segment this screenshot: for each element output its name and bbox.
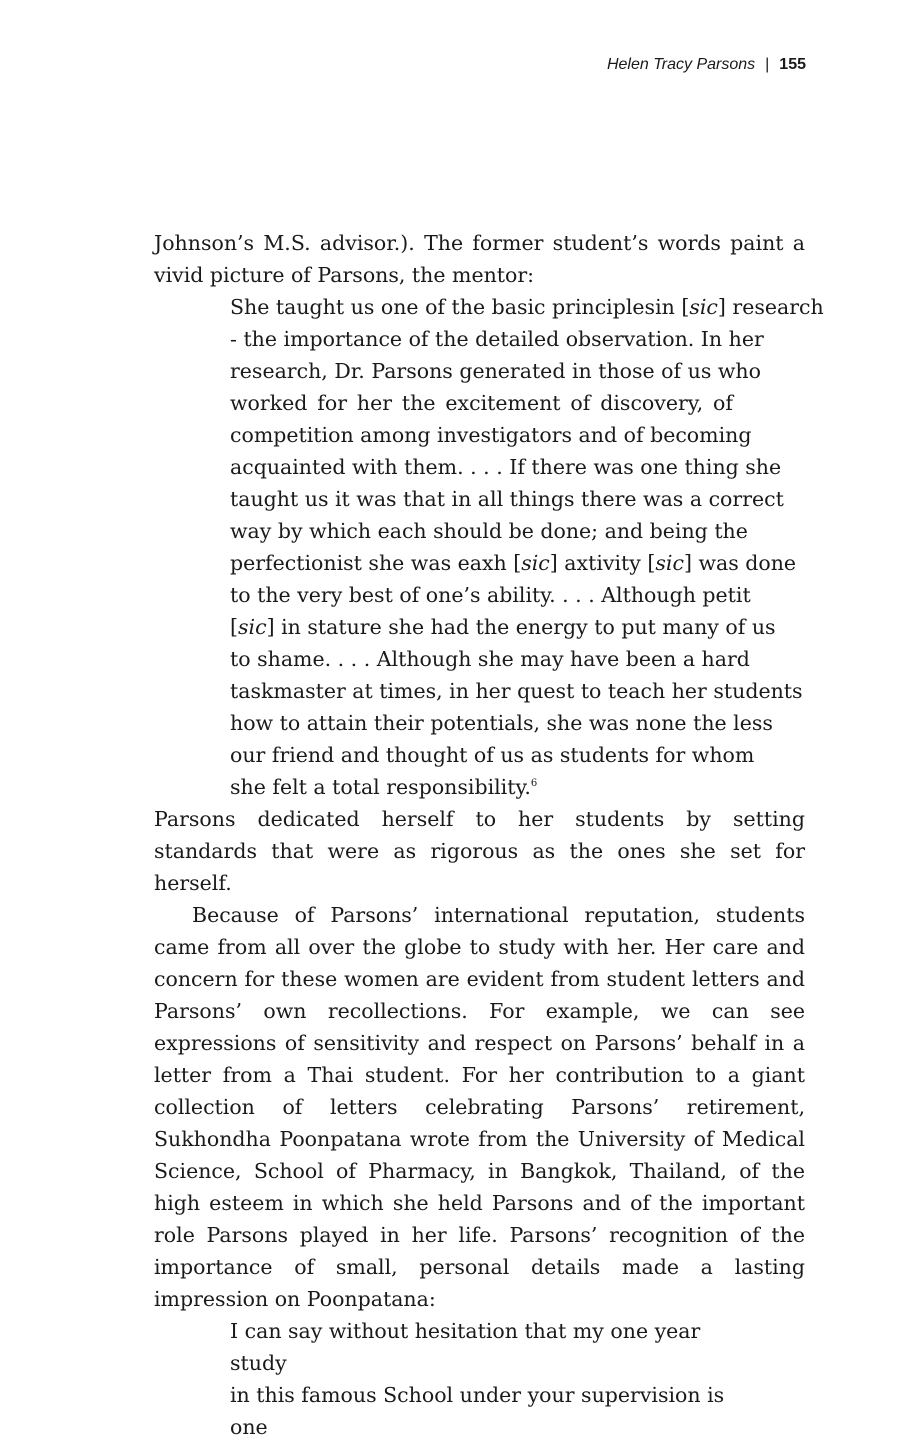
quote-line: research, Dr. Parsons generated in those of us who	[230, 359, 761, 383]
quote-line: competition among investigators and of becoming	[230, 423, 752, 447]
quote-line: how to attain their potentials, she was none the less	[230, 711, 773, 735]
paragraph-intro: Johnson’s M.S. advisor.). The former student’s words paint a vivid picture of Parsons, the mentor:	[154, 231, 805, 287]
quote-line: in this famous School under your supervision is one	[230, 1383, 725, 1439]
quote-line: way by which each should be done; and being the	[230, 519, 748, 543]
quote-line: She taught us one of the basic principlesin [sic] research	[230, 295, 824, 319]
sic-mark: sic	[655, 551, 684, 575]
sic-mark: sic	[689, 295, 718, 319]
paragraph-standards: Parsons dedicated herself to her students by setting standards that were as rigorous as the ones she set for herself.	[154, 807, 805, 895]
running-head-title: Helen Tracy Parsons	[606, 56, 756, 73]
quote-line: to shame. . . . Although she may have been a hard	[230, 647, 750, 671]
quote-line: - the importance of the detailed observation. In her	[230, 327, 764, 351]
running-head-separator: |	[765, 56, 770, 73]
quote-line: acquainted with them. . . . If there was one thing she	[230, 455, 782, 479]
running-head	[607, 54, 806, 76]
quote-line: [sic] in stature she had the energy to put many of us	[230, 615, 776, 639]
paragraph-international: Because of Parsons’ international reputation, students came from all over the globe to study with her. Her care and concern for these women are evident from student letters and Parsons’ own recollections. For example, we can see expressions of sensitivity and respect on Parsons’ behalf in a letter from a Thai student. For her contribution to a giant collection of letters celebrating Parsons’ retirement, Sukhondha Poonpatana wrote from the University of Medical Science, School of Pharmacy, in Bangkok, Thailand, of the high esteem in which she held Parsons and of the important role Parsons played in her life. Parsons’ recognition of the importance of small, personal details made a lasting impression on Poonpatana:	[154, 903, 805, 1311]
footnote-reference[interactable]: 6	[530, 778, 538, 790]
quote-line: worked for her the excitement of discovery, of	[230, 391, 733, 415]
quote-line: perfectionist she was eaxh [sic] axtivity [sic] was done	[230, 551, 797, 575]
page-number: 155	[779, 56, 806, 73]
quote-line: she felt a total responsibility.$^6$	[230, 775, 538, 799]
quote-line: our friend and thought of us as students for whom	[230, 743, 755, 767]
quote-line: to the very best of one’s ability. . . . Although petit	[230, 583, 751, 607]
sic-mark: sic	[521, 551, 550, 575]
quote-line: taskmaster at times, in her quest to teach her students	[230, 679, 803, 703]
sic-mark: sic	[238, 615, 267, 639]
body-text	[154, 227, 824, 1443]
quote-line: I can say without hesitation that my one year study	[230, 1319, 701, 1375]
block-quote-poonpatana	[230, 1315, 733, 1443]
block-quote-student	[230, 291, 824, 803]
quote-line: taught us it was that in all things there was a correct	[230, 487, 784, 511]
